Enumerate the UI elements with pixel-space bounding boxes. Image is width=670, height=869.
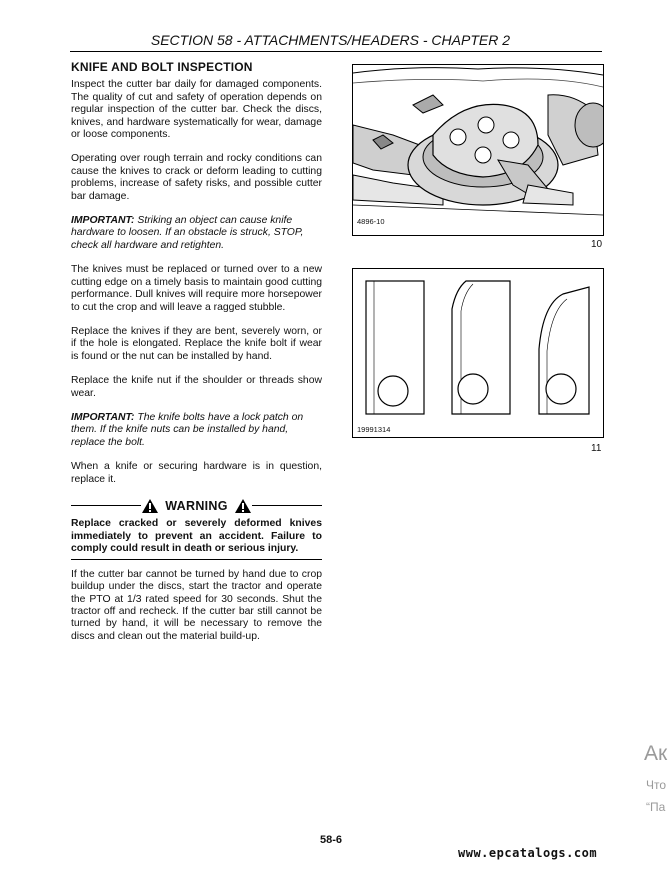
paragraph-inspect: Inspect the cutter bar daily for damaged components. The quality of cut and safety of operation depends on regular inspection of the cutter bar. Check the discs, knives, and hardware systematically for wear, damage or loose components. [71,79,322,141]
header-rule [70,51,602,52]
cutter-bar-illustration [353,65,603,235]
warning-text: Replace cracked or severely deformed knives immediately to prevent an accident. Failure to comply could result in death or serious injury. [71,518,322,560]
figure-number: 10 [591,239,603,250]
warning-rule-right [252,505,322,506]
important-label: IMPORTANT: [71,411,135,423]
paragraph-replace-nut: Replace the knife nut if the shoulder or threads show wear. [71,375,322,399]
watermark-line: Что [646,778,667,792]
figure-number: 11 [591,443,602,454]
page-header-title: SECTION 58 - ATTACHMENTS/HEADERS - CHAPTER 2 [150,32,510,48]
figure-knives [352,268,604,438]
paragraph-in-question: When a knife or securing hardware is in question, replace it. [71,461,322,485]
figure-cutter-bar [352,64,604,236]
warning-rule-left [71,505,141,506]
warning-title: WARNING [165,498,228,513]
important-label: IMPORTANT: [71,215,135,227]
site-link[interactable]: www.epcatalogs.com [458,846,598,860]
warning-header [71,498,322,514]
watermark-line: “Па [646,800,666,814]
knife-worn [452,281,510,414]
important-text: The knife bolts have a lock patch on them. If the knife nuts can be installed by hand, replace the bolt. [71,411,304,448]
important-note-1 [71,215,322,252]
knife-severely-worn [539,287,589,414]
warning-triangle-icon [141,498,159,514]
section-heading: KNIFE AND BOLT INSPECTION [71,60,253,74]
paragraph-terrain: Operating over rough terrain and rocky conditions can cause the knives to crack or deform leading to cutting problems, increase of safety risks, and possible cutter bar damage. [71,153,322,202]
warning-triangle-icon [234,498,252,514]
paragraph-replace-turn: The knives must be replaced or turned over to a new cutting edge on a timely basis to maintain good cutting performance. Dull knives will require more horsepower to cut the crop and will leave a ragged stubble. [71,264,322,313]
page-number: 58-6 [320,834,343,846]
important-note-2 [71,412,322,449]
figure-code: 4896-10 [357,217,385,226]
knife-profiles-illustration [353,269,603,437]
important-text: Striking an object can cause knife hardware to loosen. If an obstacle is struck, STOP, check all hardware and retighten. [71,215,304,251]
knife-new [366,281,424,414]
watermark-line: Ак [644,742,668,765]
text-column [71,61,322,655]
figure-code: 19991314 [357,425,391,434]
paragraph-replace-knives: Replace the knives if they are bent, severely worn, or if the hole is elongated. Replace the knife bolt if wear is found or the nut can be installed by hand. [71,325,322,362]
paragraph-cutter-bar-buildup: If the cutter bar cannot be turned by hand due to crop buildup under the discs, start the tractor and operate the PTO at 1/3 rated speed for 30 seconds. Shut the tractor off and recheck. If the cutter bar still cannot be turned by hand, it will be necessary to remove the discs and clean out the material build-up. [71,568,322,642]
